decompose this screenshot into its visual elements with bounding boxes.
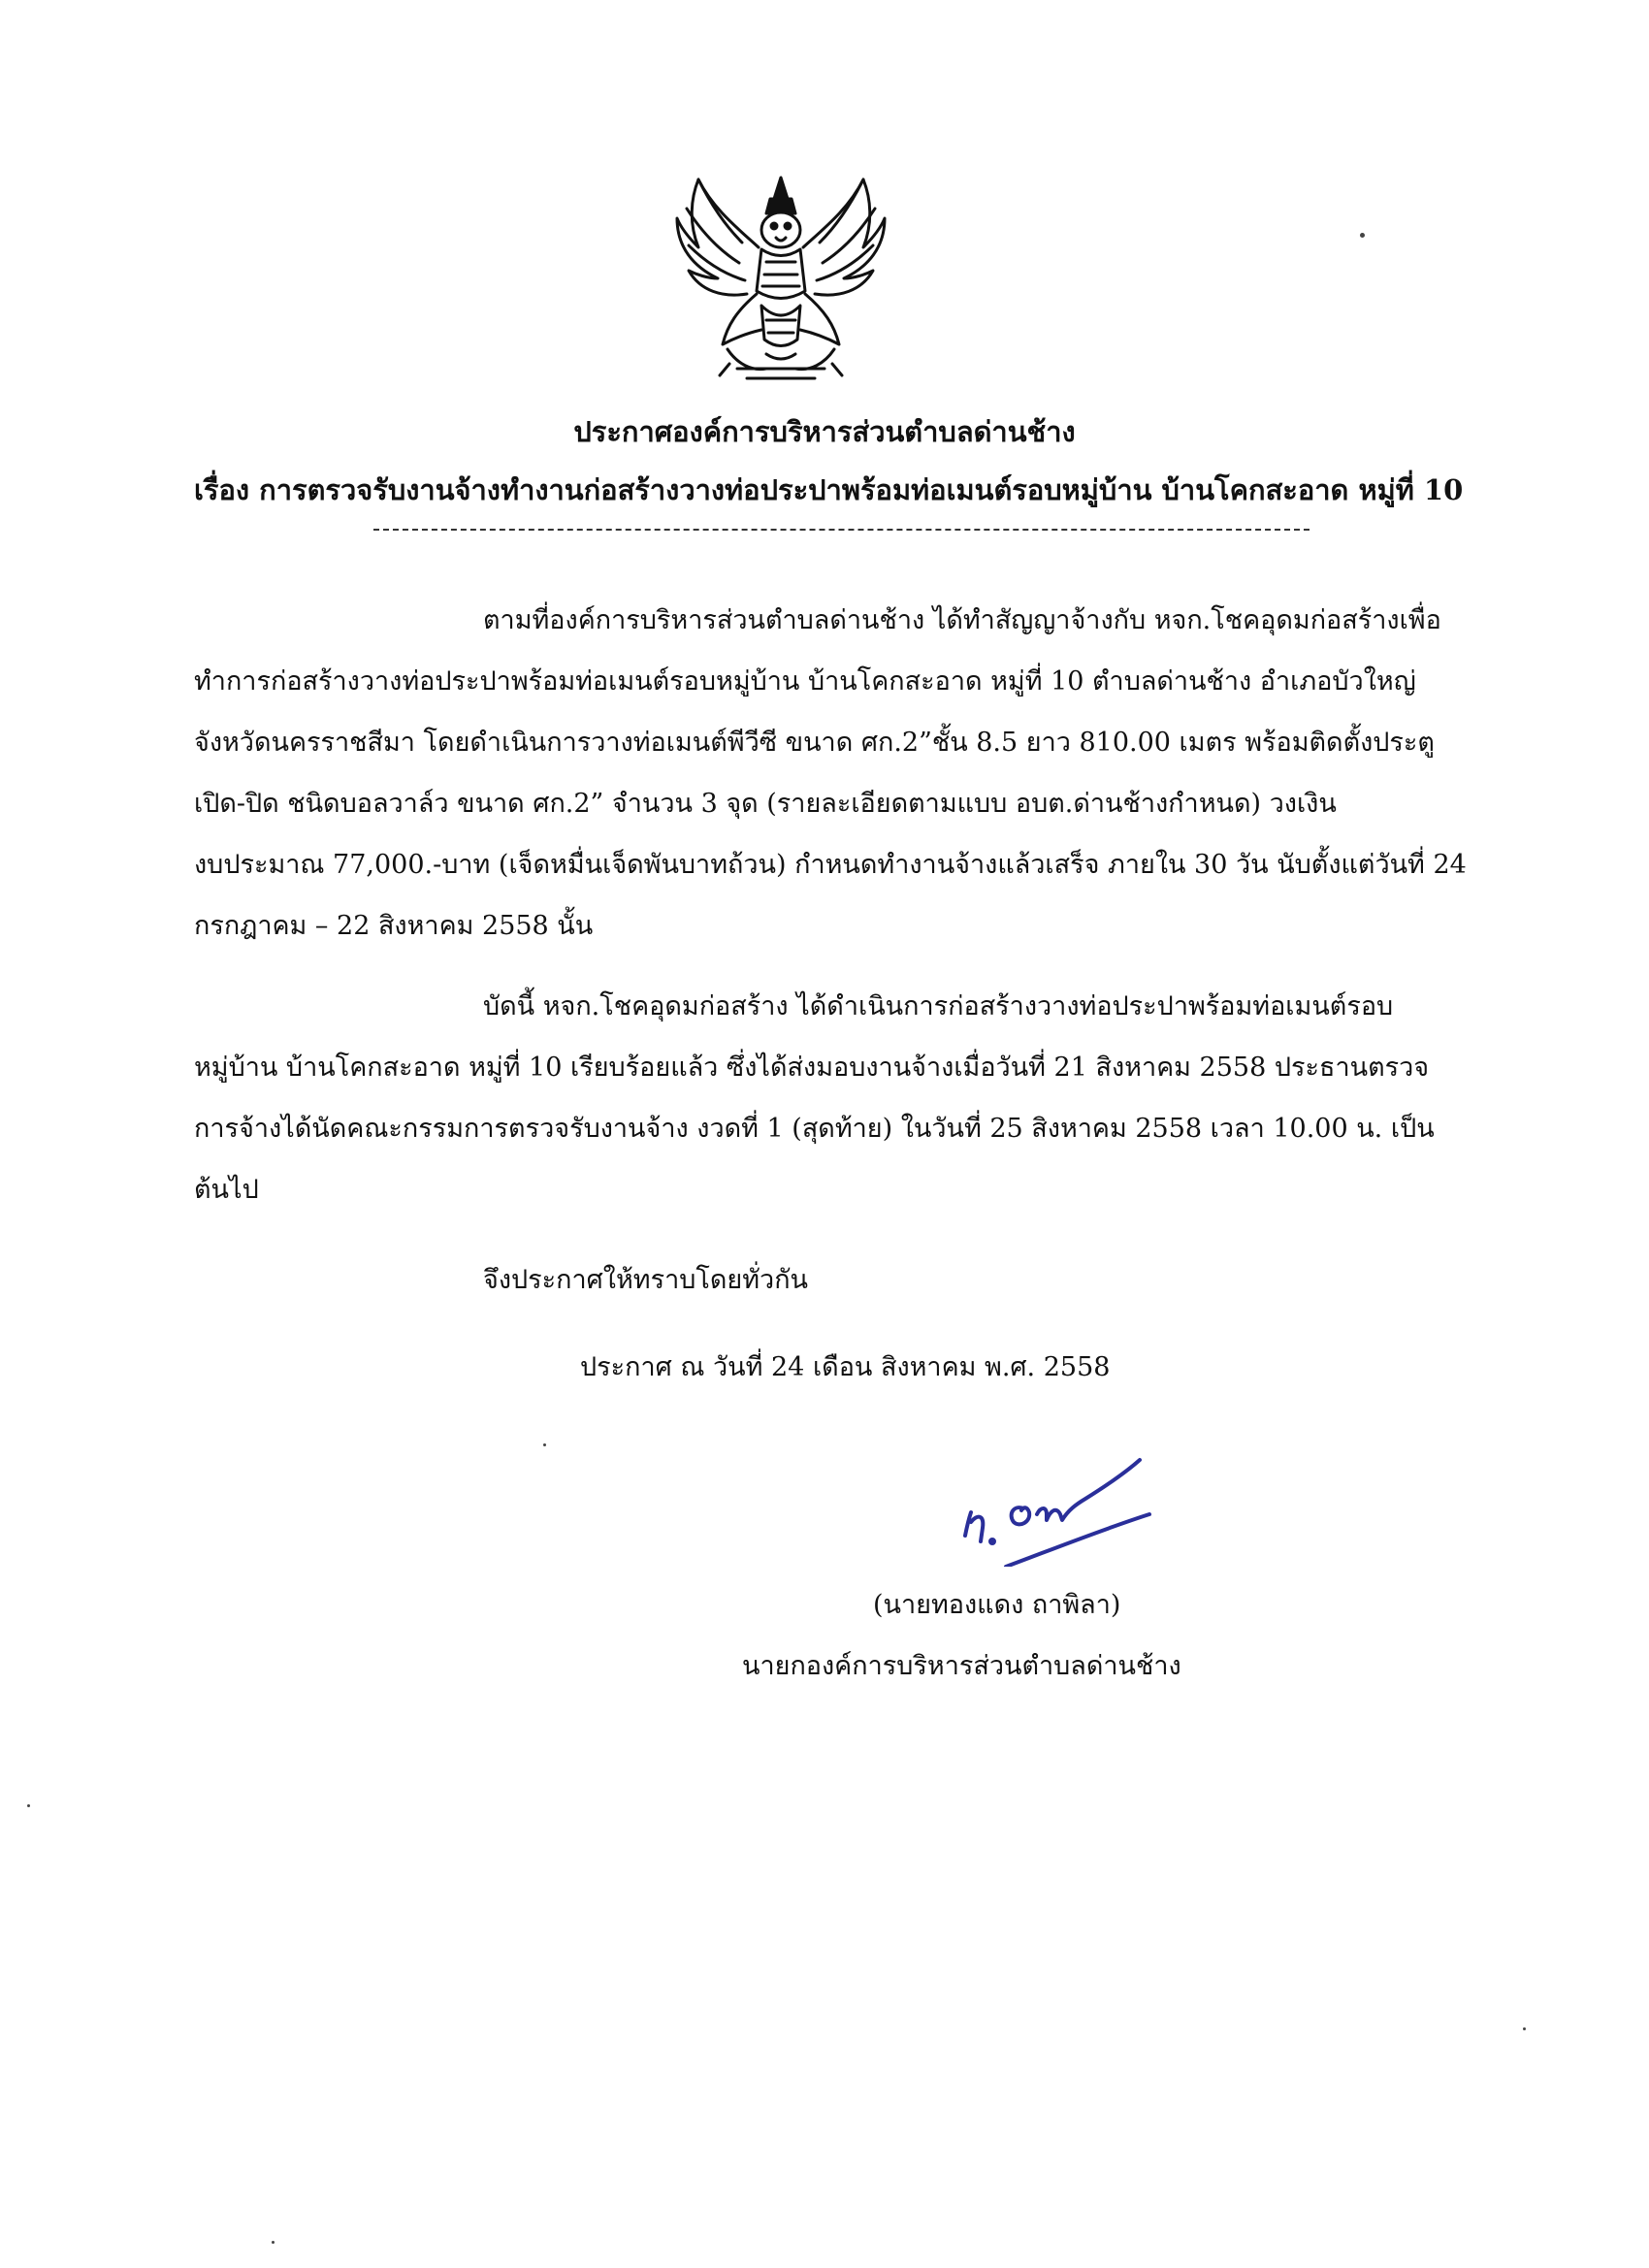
announcement-title: ประกาศองค์การบริหารส่วนตำบลด่านช้าง bbox=[573, 415, 1076, 448]
signatory-position: นายกองค์การบริหารส่วนตำบลด่านช้าง bbox=[742, 1651, 1181, 1681]
paragraph-1-line: งบประมาณ 77,000.-บาท (เจ็ดหมื่นเจ็ดพันบาทถ้วน) กำหนดทำงานจ้างแล้วเสร็จ ภายใน 30 วัน นับตั้งแต่วันที่ 24 bbox=[194, 850, 1467, 880]
scan-speck bbox=[543, 1443, 546, 1446]
paragraph-1-line: กรกฎาคม – 22 สิงหาคม 2558 นั้น bbox=[194, 911, 594, 941]
paragraph-2-line: หมู่บ้าน บ้านโคกสะอาด หมู่ที่ 10 เรียบร้อยแล้ว ซึ่งได้ส่งมอบงานจ้างเมื่อวันที่ 21 สิงหาคม 2558 ประธานตรวจ bbox=[194, 1053, 1430, 1083]
scan-speck bbox=[272, 2241, 275, 2244]
scan-speck bbox=[1360, 233, 1365, 238]
paragraph-2-line: บัดนี้ หจก.โชคอุดมก่อสร้าง ได้ดำเนินการก่อสร้างวางท่อประปาพร้อมท่อเมนต์รอบ bbox=[483, 991, 1394, 1021]
scan-speck bbox=[27, 1804, 30, 1807]
separator-line bbox=[373, 529, 1310, 533]
paragraph-2-line: ต้นไป bbox=[194, 1175, 259, 1205]
paragraph-1-line: ตามที่องค์การบริหารส่วนตำบลด่านช้าง ได้ทำสัญญาจ้างกับ หจก.โชคอุดมก่อสร้างเพื่อ bbox=[483, 605, 1441, 635]
paragraph-1-line: ทำการก่อสร้างวางท่อประปาพร้อมท่อเมนต์รอบหมู่บ้าน บ้านโคกสะอาด หมู่ที่ 10 ตำบลด่านช้าง อำเภอบัวใหญ่ bbox=[194, 666, 1416, 697]
signatory-name: (นายทองแดง ถาพิลา) bbox=[873, 1590, 1121, 1620]
closing-statement: จึงประกาศให้ทราบโดยทั่วกัน bbox=[483, 1265, 808, 1295]
paragraph-1-line: เปิด-ปิด ชนิดบอลวาล์ว ขนาด ศก.2” จำนวน 3 จุด (รายละเอียดตามแบบ อบต.ด่านช้างกำหนด) วงเงิน bbox=[194, 789, 1337, 819]
handwritten-signature bbox=[955, 1421, 1179, 1567]
scan-speck bbox=[1523, 2027, 1526, 2030]
announcement-subject: เรื่อง การตรวจรับงานจ้างทำงานก่อสร้างวางท่อประปาพร้อมท่อเมนต์รอบหมู่บ้าน บ้านโคกสะอาด หมู่ที่ 10 bbox=[194, 473, 1464, 506]
paragraph-2-line: การจ้างได้นัดคณะกรรมการตรวจรับงานจ้าง งวดที่ 1 (สุดท้าย) ในวันที่ 25 สิงหาคม 2558 เวลา 10.00 น. เป็น bbox=[194, 1114, 1435, 1144]
garuda-emblem-icon bbox=[669, 170, 892, 388]
announcement-date: ประกาศ ณ วันที่ 24 เดือน สิงหาคม พ.ศ. 2558 bbox=[580, 1352, 1111, 1382]
paragraph-1-line: จังหวัดนครราชสีมา โดยดำเนินการวางท่อเมนต์พีวีซี ขนาด ศก.2”ชั้น 8.5 ยาว 810.00 เมตร พร้อมติดตั้งประตู bbox=[194, 728, 1435, 758]
